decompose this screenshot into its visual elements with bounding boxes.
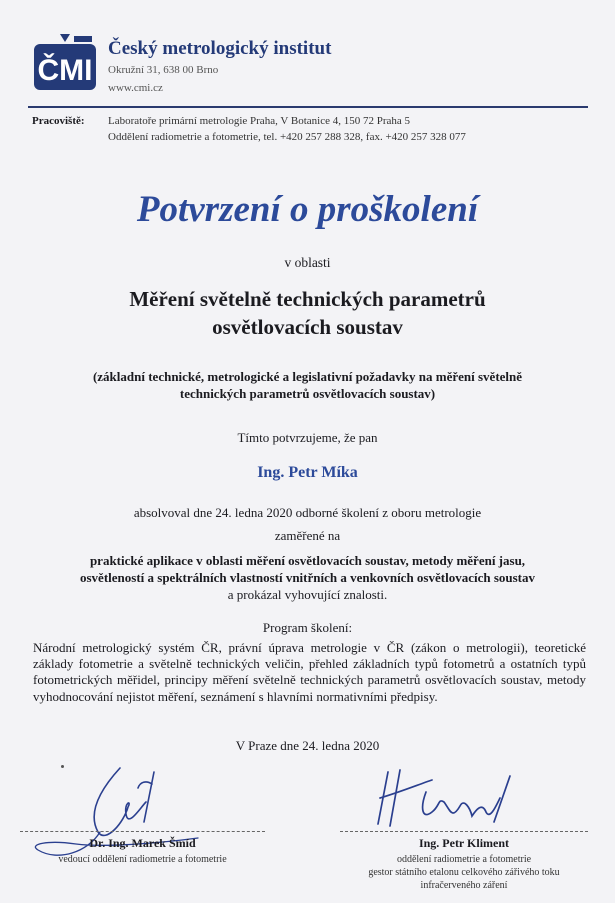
signature-line-left	[20, 831, 265, 832]
logo-text: ČMI	[37, 54, 93, 87]
confirm-text: Tímto potvrzujeme, že pan	[237, 430, 378, 445]
signatory-right-role	[340, 853, 588, 892]
signatory-right-role-2: gestor státního etalonu celkového zářivého toku	[368, 867, 560, 878]
workplace-line-1: Laboratoře primární metrologie Praha, V Botanice 4, 150 72 Praha 5	[108, 115, 411, 127]
scope-line-1: (základní technické, metrologické a legislativní požadavky na měření světelně	[92, 369, 523, 384]
proven-text: a prokázal vyhovující znalosti.	[227, 587, 388, 602]
completion-text: absolvoval dne 24. ledna 2020 odborné školení z oboru metrologie	[133, 505, 482, 520]
institute-website: www.cmi.cz	[108, 82, 163, 94]
scope-line-2: technických parametrů osvětlovacích soustav)	[179, 386, 436, 401]
applications-line-2: osvětleností a spektrálních vlastností vnitřních a venkovních osvětlovacích soustav	[79, 570, 536, 585]
course-scope	[0, 368, 615, 402]
header-divider	[28, 106, 588, 108]
place-date: V Praze dne 24. ledna 2020	[235, 738, 380, 753]
signatory-right-role-3: infračerveného záření	[420, 880, 508, 891]
workplace-line-2: Oddělení radiometrie a fotometrie, tel. +420 257 288 328, fax. +420 257 328 077	[108, 131, 466, 143]
subject-line-2: osvětlovacích soustav	[212, 315, 403, 339]
trainee-name: Ing. Petr Míka	[257, 464, 358, 481]
focus-text: zaměřené na	[274, 528, 341, 543]
program-heading: Program školení:	[262, 620, 353, 635]
workplace-label: Pracoviště:	[32, 115, 85, 127]
certificate-title: Potvrzení o proškolení	[136, 189, 479, 230]
applications-line-1: praktické aplikace v oblasti měření osvětlovacích soustav, metody měření jasu,	[89, 553, 526, 568]
signatory-right-name: Ing. Petr Kliment	[418, 836, 510, 850]
program-text: Národní metrologický systém ČR, právní úprava metrologie v ČR (zákon o metrologii), teoretické základy fotometrie a světelně technických veličin, přehled základních typů fotometrů a ostatních typů fotometrických měřidel, principy měření světelně technických parametrů osvětlovacích soustav, metody vyhodnocování nejistot měření, seznámení s hlavními normativními předpisy.	[33, 640, 586, 704]
applications	[0, 552, 615, 586]
course-subject	[0, 285, 615, 341]
signature-line-right	[340, 831, 588, 832]
signatory-left-role: vedoucí oddělení radiometrie a fotometrie	[58, 854, 227, 865]
subject-line-1: Měření světelně technických parametrů	[129, 287, 486, 311]
signatory-right-role-1: oddělení radiometrie a fotometrie	[396, 854, 532, 865]
signatory-left-name: Dr. Ing. Marek Šmíd	[89, 836, 196, 850]
signature-kliment	[360, 762, 540, 832]
area-intro: v oblasti	[284, 255, 331, 270]
institute-address: Okružní 31, 638 00 Brno	[108, 64, 219, 76]
institute-name: Český metrologický institut	[108, 38, 332, 59]
cmi-logo	[34, 34, 96, 92]
